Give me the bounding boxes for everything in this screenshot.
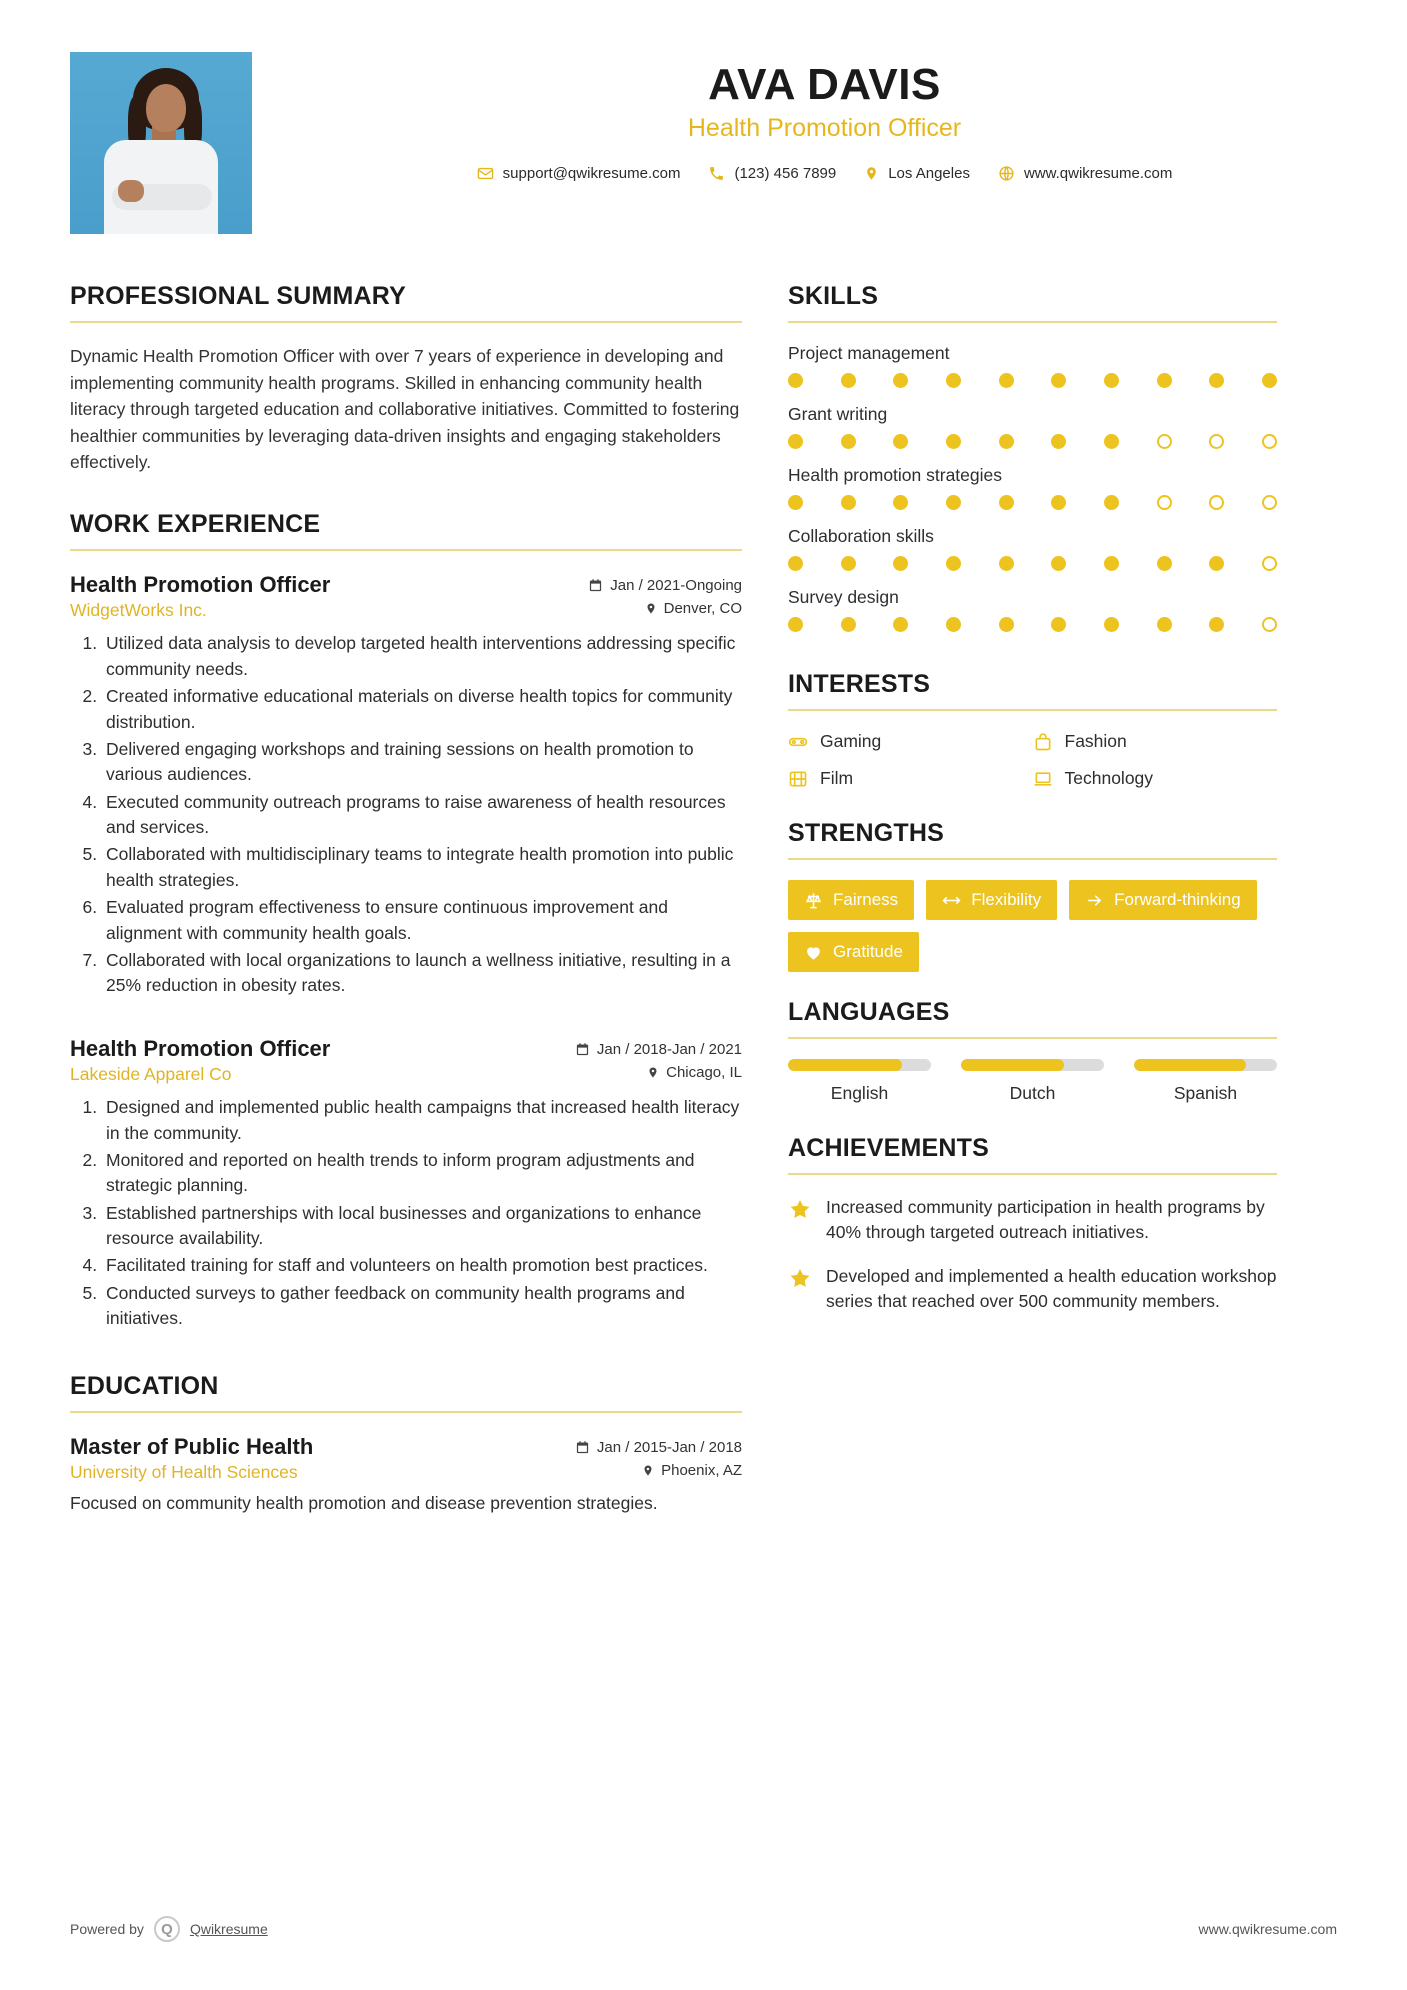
rating-dot-filled xyxy=(946,373,961,388)
rating-dot-filled xyxy=(1209,556,1224,571)
language-level-bar xyxy=(788,1059,931,1071)
contact-location xyxy=(864,165,970,182)
rating-dot-filled xyxy=(841,434,856,449)
divider xyxy=(788,321,1277,323)
section-strengths xyxy=(788,819,1277,972)
rating-dot-filled xyxy=(1104,617,1119,632)
resume-body xyxy=(70,282,1337,1522)
skill-rating xyxy=(788,495,1277,510)
achievement-item xyxy=(788,1195,1277,1246)
skill-item xyxy=(788,343,1277,388)
list-item: 5. Conducted surveys to gather feedback on community health programs and initiatives. xyxy=(102,1281,742,1332)
skill-label: Health promotion strategies xyxy=(788,465,1002,485)
strength-badge xyxy=(788,880,914,920)
rating-dot-filled xyxy=(1051,373,1066,388)
divider xyxy=(788,709,1277,711)
skill-item xyxy=(788,465,1277,510)
rating-dot-filled xyxy=(841,556,856,571)
list-item: 1. Designed and implemented public health campaigns that increased health literacy in the community. xyxy=(102,1095,742,1146)
language-item xyxy=(1134,1059,1277,1104)
section-interests xyxy=(788,670,1277,805)
rating-dot-empty xyxy=(1262,617,1277,632)
footer-powered-by: Powered by xyxy=(70,1921,144,1937)
rating-dot-empty xyxy=(1262,556,1277,571)
rating-dot-filled xyxy=(999,373,1014,388)
avatar xyxy=(70,52,252,234)
section-languages xyxy=(788,998,1277,1104)
phone-icon xyxy=(708,165,725,182)
education-dates: Jan / 2015-Jan / 2018 xyxy=(596,1438,742,1456)
language-level-bar xyxy=(1134,1059,1277,1071)
summary-text: Dynamic Health Promotion Officer with over 7 years of experience in developing and implementing community health programs. Skilled in enhancing community health literacy through targeted education and collaborative initiatives. Committed to fostering healthier communities by leveraging data-driven insights and engaging stakeholders effectively. xyxy=(70,346,740,473)
rating-dot-empty xyxy=(1209,495,1224,510)
divider xyxy=(788,858,1277,860)
list-item: 5. Collaborated with multidisciplinary teams to integrate health promotion into public health strategies. xyxy=(102,842,742,893)
footer-brand-link[interactable]: Qwikresume xyxy=(189,1921,268,1937)
rating-dot-filled xyxy=(841,495,856,510)
job-company: WidgetWorks Inc. xyxy=(70,600,207,621)
strength-label: Gratitude xyxy=(833,942,903,961)
globe-icon xyxy=(998,165,1015,182)
rating-dot-filled xyxy=(999,495,1014,510)
language-item xyxy=(788,1059,931,1104)
rating-dot-filled xyxy=(946,434,961,449)
skill-label: Survey design xyxy=(788,587,899,607)
rating-dot-filled xyxy=(999,617,1014,632)
page-title: AVA DAVIS xyxy=(708,60,941,109)
rating-dot-filled xyxy=(946,556,961,571)
job-dates: Jan / 2018-Jan / 2021 xyxy=(596,1040,742,1058)
skill-item xyxy=(788,587,1277,632)
job-location: Denver, CO xyxy=(663,599,742,617)
skill-label: Project management xyxy=(788,343,950,363)
job-bullets xyxy=(70,631,742,998)
strength-label: Forward-thinking xyxy=(1114,890,1241,909)
rating-dot-empty xyxy=(1262,434,1277,449)
footer-website: www.qwikresume.com xyxy=(1198,1921,1337,1937)
divider xyxy=(70,1411,742,1413)
rating-dot-filled xyxy=(946,617,961,632)
right-column xyxy=(788,282,1277,1522)
section-title-summary: PROFESSIONAL SUMMARY xyxy=(70,282,406,310)
film-icon xyxy=(788,769,808,789)
job-company: Lakeside Apparel Co xyxy=(70,1064,232,1085)
section-professional-summary xyxy=(70,282,742,476)
list-item: 3. Established partnerships with local businesses and organizations to enhance resource availability. xyxy=(102,1201,742,1252)
rating-dot-filled xyxy=(788,556,803,571)
skill-label: Grant writing xyxy=(788,404,888,424)
education-degree: Master of Public Health xyxy=(70,1433,314,1459)
rating-dot-filled xyxy=(1209,617,1224,632)
rating-dot-filled xyxy=(788,434,803,449)
language-label: English xyxy=(830,1083,889,1103)
skill-rating xyxy=(788,556,1277,571)
language-label: Spanish xyxy=(1173,1083,1238,1103)
arrows-icon xyxy=(942,891,961,910)
rating-dot-filled xyxy=(893,434,908,449)
contact-phone[interactable] xyxy=(708,165,836,182)
location-icon xyxy=(642,1463,654,1478)
skill-rating xyxy=(788,617,1277,632)
achievement-text: Increased community participation in health programs by 40% through targeted outreach initiatives. xyxy=(826,1197,1265,1243)
list-item: 4. Executed community outreach programs to raise awareness of health resources and services. xyxy=(102,790,742,841)
rating-dot-filled xyxy=(788,495,803,510)
contact-email-text: support@qwikresume.com xyxy=(502,165,681,183)
rating-dot-filled xyxy=(1051,434,1066,449)
section-title-education: EDUCATION xyxy=(70,1371,219,1400)
rating-dot-filled xyxy=(1104,373,1119,388)
rating-dot-filled xyxy=(841,373,856,388)
rating-dot-filled xyxy=(893,617,908,632)
contact-location-text: Los Angeles xyxy=(888,165,970,183)
rating-dot-filled xyxy=(999,434,1014,449)
strength-label: Fairness xyxy=(833,890,899,909)
job-title: Health Promotion Officer xyxy=(70,571,331,597)
contact-website[interactable] xyxy=(998,165,1172,182)
list-item: 2. Created informative educational materials on diverse health topics for community distribution. xyxy=(102,684,742,735)
section-title-achievements: ACHIEVEMENTS xyxy=(788,1134,990,1162)
interest-label: Film xyxy=(820,768,854,788)
divider xyxy=(70,321,742,323)
divider xyxy=(70,549,742,551)
achievement-text: Developed and implemented a health education workshop series that reached over 500 community members. xyxy=(826,1265,1277,1312)
interest-label: Gaming xyxy=(820,731,882,751)
job-dates: Jan / 2021-Ongoing xyxy=(610,576,742,594)
rating-dot-filled xyxy=(841,617,856,632)
heart-icon xyxy=(804,943,823,962)
interest-item xyxy=(788,768,1033,789)
location-icon xyxy=(864,165,879,182)
bag-icon xyxy=(1033,732,1053,752)
rating-dot-filled xyxy=(1262,373,1277,388)
rating-dot-filled xyxy=(999,556,1014,571)
interest-item xyxy=(1033,768,1278,789)
rating-dot-filled xyxy=(893,495,908,510)
rating-dot-filled xyxy=(1051,617,1066,632)
calendar-icon xyxy=(588,578,603,593)
skill-rating xyxy=(788,373,1277,388)
list-item: 4. Facilitated training for staff and volunteers on health promotion best practices. xyxy=(102,1253,742,1278)
education-school: University of Health Sciences xyxy=(70,1462,298,1483)
section-education xyxy=(70,1372,742,1517)
rating-dot-empty xyxy=(1262,495,1277,510)
job-bullets xyxy=(70,1095,742,1331)
page-footer xyxy=(70,1916,1337,1942)
achievement-item xyxy=(788,1264,1277,1315)
strength-badge xyxy=(926,880,1057,920)
star-badge-icon xyxy=(788,1264,812,1315)
interest-label: Fashion xyxy=(1064,731,1127,751)
calendar-icon xyxy=(575,1440,590,1455)
skill-label: Collaboration skills xyxy=(788,526,934,546)
job-title: Health Promotion Officer xyxy=(70,1035,331,1061)
rating-dot-empty xyxy=(1209,434,1224,449)
rating-dot-filled xyxy=(1157,556,1172,571)
language-label: Dutch xyxy=(1009,1083,1056,1103)
rating-dot-filled xyxy=(1051,556,1066,571)
list-item: 1. Utilized data analysis to develop targeted health interventions addressing specific community needs. xyxy=(102,631,742,682)
section-achievements xyxy=(788,1134,1277,1315)
rating-dot-filled xyxy=(1104,434,1119,449)
rating-dot-filled xyxy=(1104,556,1119,571)
language-item xyxy=(961,1059,1104,1104)
strength-badge xyxy=(1069,880,1257,920)
skill-item xyxy=(788,404,1277,449)
strength-label: Flexibility xyxy=(971,890,1042,909)
job-role-subtitle: Health Promotion Officer xyxy=(687,114,962,143)
skill-rating xyxy=(788,434,1277,449)
list-item: 2. Monitored and reported on health trends to inform program adjustments and strategic planning. xyxy=(102,1148,742,1199)
scales-icon xyxy=(804,891,823,910)
work-entry xyxy=(70,1035,742,1332)
skill-item xyxy=(788,526,1277,571)
rating-dot-filled xyxy=(1157,373,1172,388)
calendar-icon xyxy=(575,1042,590,1057)
job-location: Chicago, IL xyxy=(666,1063,742,1081)
rating-dot-filled xyxy=(1209,373,1224,388)
rating-dot-filled xyxy=(946,495,961,510)
location-icon xyxy=(647,1065,659,1080)
strength-badge xyxy=(788,932,919,972)
education-entry xyxy=(70,1433,742,1517)
list-item: 3. Delivered engaging workshops and training sessions on health promotion to various audiences. xyxy=(102,737,742,788)
star-badge-icon xyxy=(788,1195,812,1246)
education-location: Phoenix, AZ xyxy=(661,1461,742,1479)
divider xyxy=(788,1037,1277,1039)
contact-row xyxy=(312,165,1337,182)
section-skills xyxy=(788,282,1277,632)
location-icon xyxy=(645,601,657,616)
section-title-work: WORK EXPERIENCE xyxy=(70,509,321,538)
section-work-experience xyxy=(70,510,742,1332)
list-item: 7. Collaborated with local organizations to launch a wellness initiative, resulting in a 25% reduction in obesity rates. xyxy=(102,948,742,999)
qwikresume-logo-icon: Q xyxy=(154,1916,180,1942)
divider xyxy=(788,1173,1277,1175)
section-title-languages: LANGUAGES xyxy=(788,998,950,1026)
contact-phone-text: (123) 456 7899 xyxy=(734,165,837,183)
contact-website-text: www.qwikresume.com xyxy=(1023,165,1173,183)
rating-dot-empty xyxy=(1157,495,1172,510)
list-item: 6. Evaluated program effectiveness to ensure continuous improvement and alignment with community health goals. xyxy=(102,895,742,946)
rating-dot-filled xyxy=(1157,617,1172,632)
email-icon xyxy=(477,165,494,182)
left-column xyxy=(70,282,788,1522)
education-description: Focused on community health promotion and disease prevention strategies. xyxy=(70,1493,658,1514)
interest-item xyxy=(1033,731,1278,752)
rating-dot-filled xyxy=(788,373,803,388)
rating-dot-filled xyxy=(1051,495,1066,510)
rating-dot-filled xyxy=(893,556,908,571)
resume-header xyxy=(70,52,1337,234)
interest-label: Technology xyxy=(1064,768,1154,788)
arrow-right-icon xyxy=(1085,891,1104,910)
gamepad-icon xyxy=(788,732,808,752)
laptop-icon xyxy=(1033,769,1053,789)
rating-dot-empty xyxy=(1157,434,1172,449)
contact-email[interactable] xyxy=(477,165,681,182)
rating-dot-filled xyxy=(1104,495,1119,510)
work-entry xyxy=(70,571,742,999)
section-title-skills: SKILLS xyxy=(788,282,879,310)
section-title-interests: INTERESTS xyxy=(788,670,931,698)
header-main xyxy=(252,52,1337,182)
rating-dot-filled xyxy=(893,373,908,388)
language-level-bar xyxy=(961,1059,1104,1071)
interest-item xyxy=(788,731,1033,752)
rating-dot-filled xyxy=(788,617,803,632)
section-title-strengths: STRENGTHS xyxy=(788,819,944,847)
